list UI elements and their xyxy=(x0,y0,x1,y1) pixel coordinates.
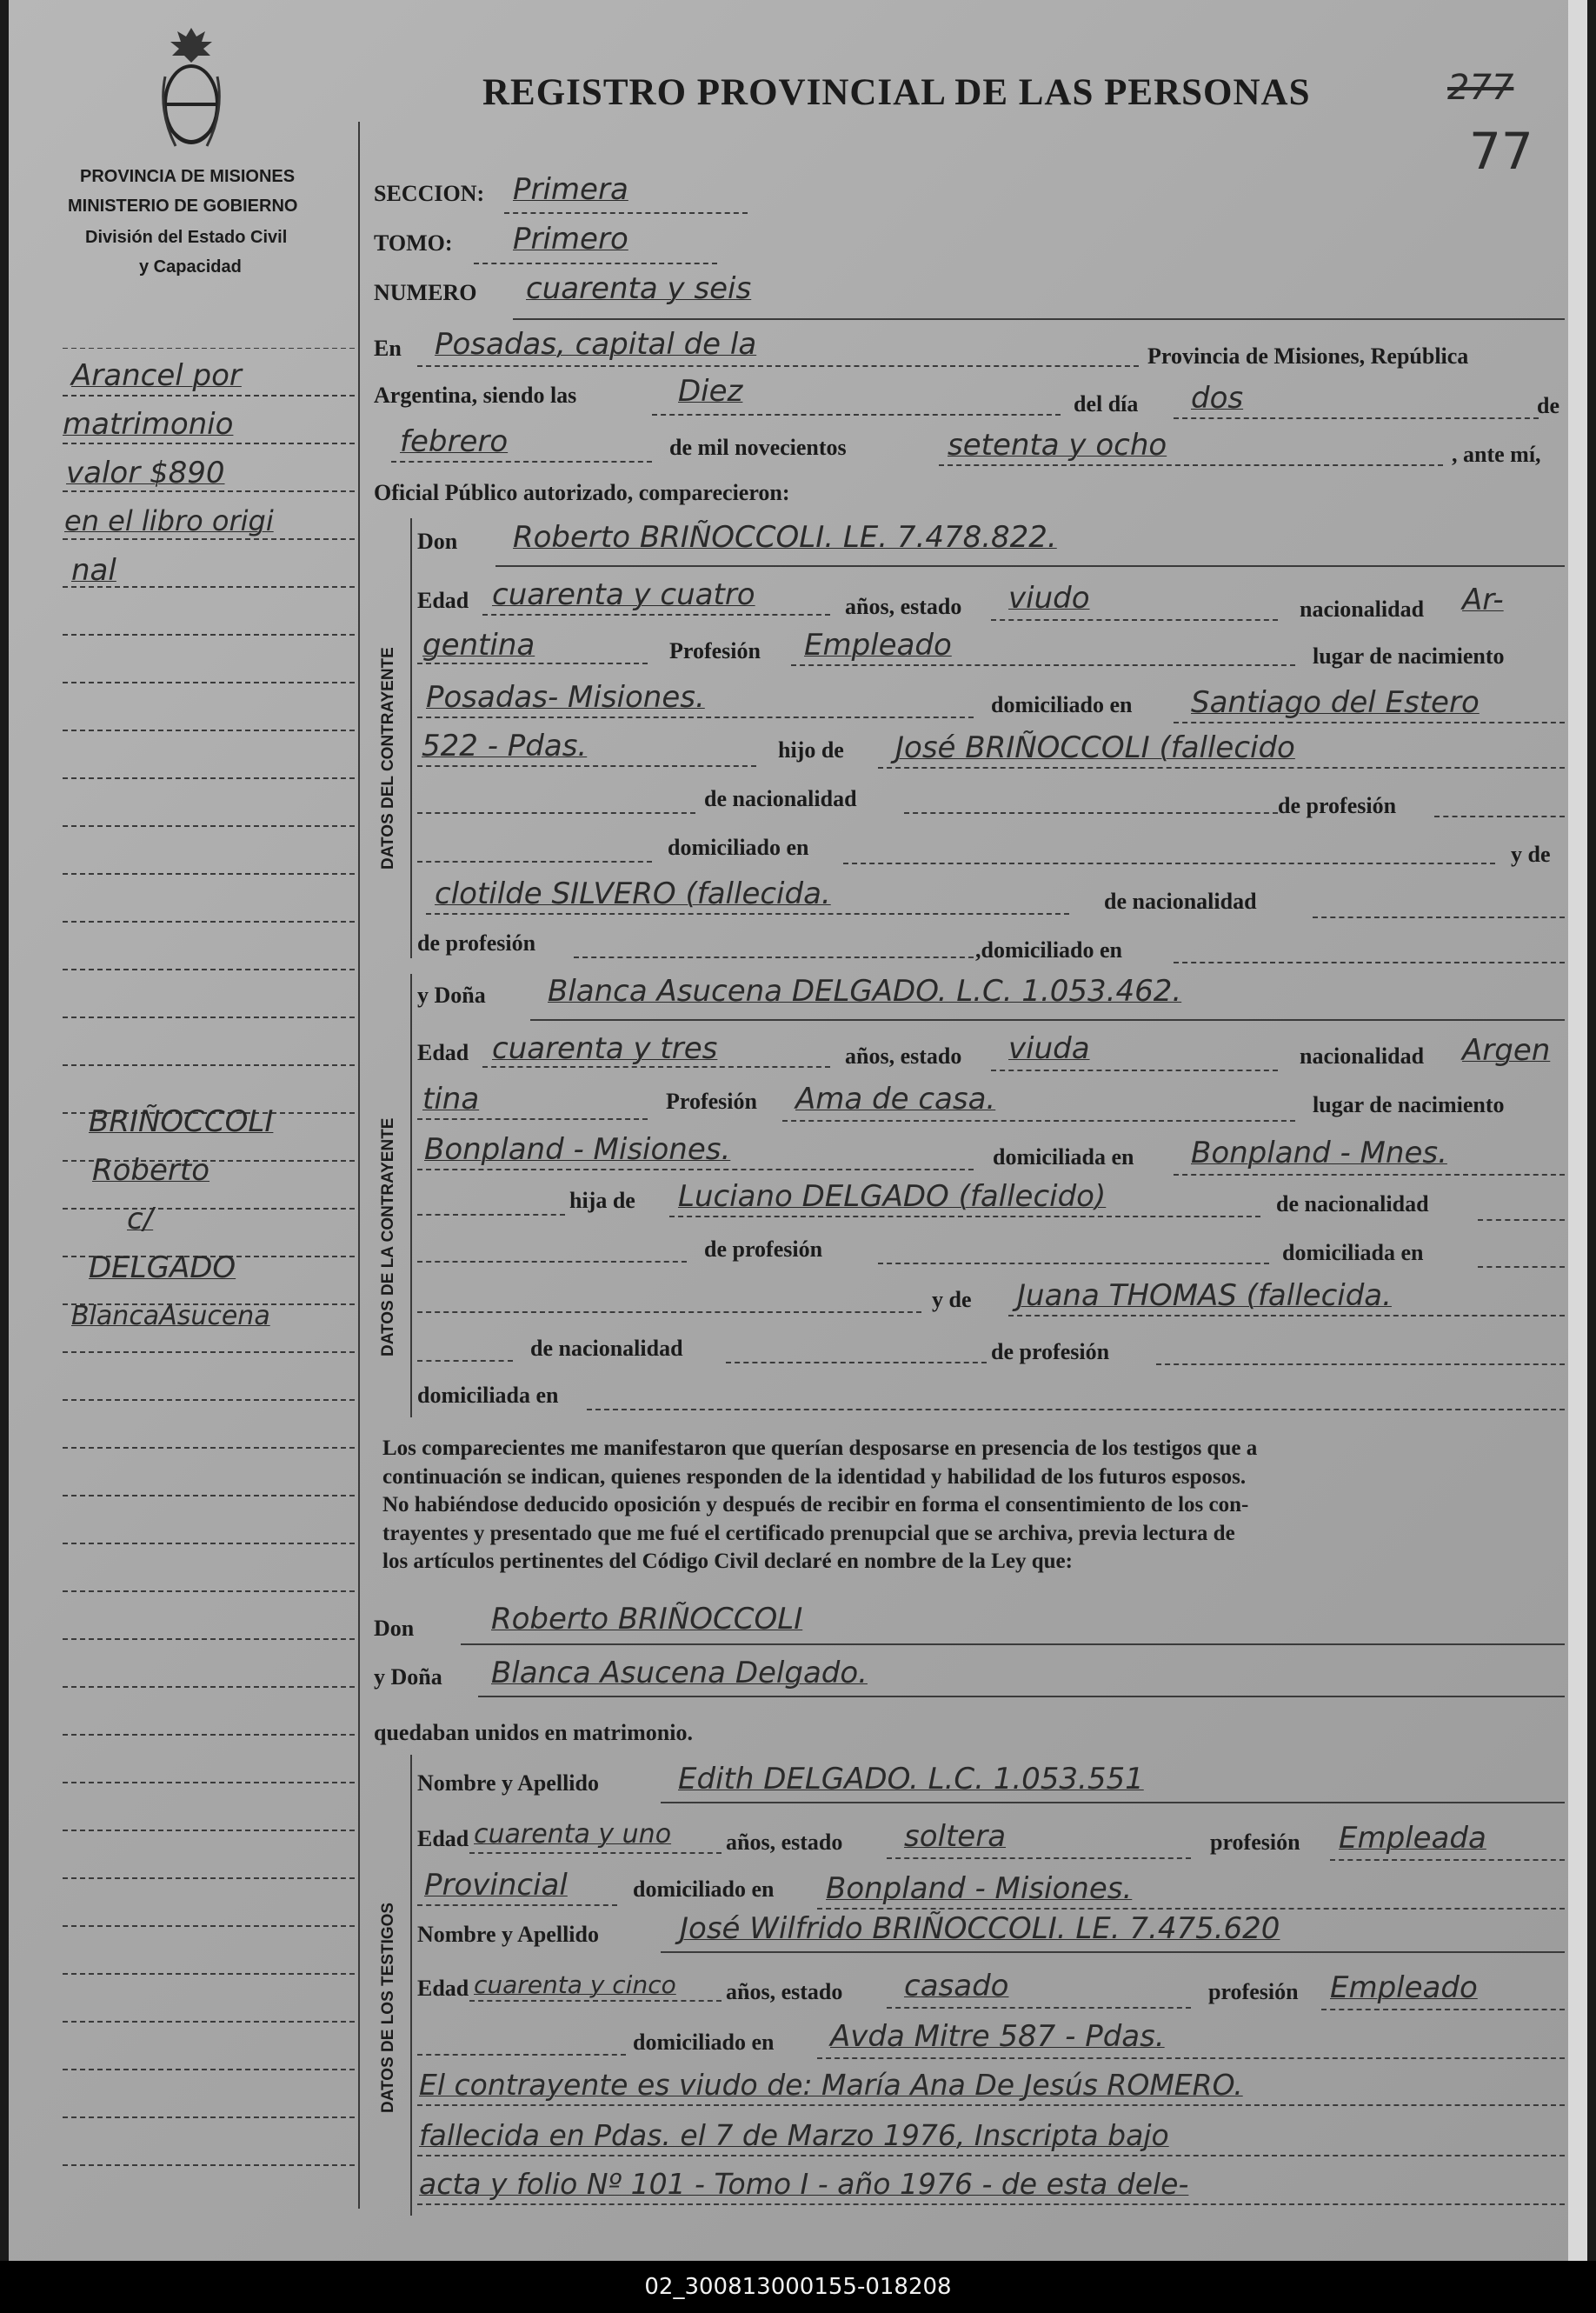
decl-dona-value: Blanca Asucena Delgado. xyxy=(491,1656,868,1690)
madre-dom-label-2: domiciliada en xyxy=(417,1383,559,1408)
t1-profesion: Empleada xyxy=(1339,1821,1486,1856)
lugar-nac-label: lugar de nacimiento xyxy=(1313,643,1505,669)
seccion-label: SECCION: xyxy=(374,181,485,206)
hija-de-rule-a xyxy=(417,1214,565,1216)
mil-label: de mil novecientos xyxy=(669,435,847,460)
oficial-label: Oficial Público autorizado, comparecieron: xyxy=(374,480,790,505)
contrayente-domicilio-2: 522 - Pdas. xyxy=(422,729,588,763)
t1-domicilio: Bonpland - Misiones. xyxy=(826,1871,1133,1906)
padre-nac-label: de nacionalidad xyxy=(704,786,857,811)
hora-rule xyxy=(652,414,1061,416)
contrayente-padre: José BRIÑOCCOLI (fallecido xyxy=(895,730,1295,765)
contrayente-lugar: Posadas- Misiones. xyxy=(426,680,705,715)
t2-nombre-rule xyxy=(661,1951,1565,1953)
lugar-acto-value: Posadas, capital de la xyxy=(435,327,757,362)
declaration-line: No habiéndose deducido oposición y después de recibir en forma el consentimiento de los con- xyxy=(382,1493,1249,1516)
t1-prof-label: profesión xyxy=(1210,1830,1300,1855)
seccion-rule xyxy=(504,212,748,214)
padre-nac-rule-a xyxy=(417,812,695,814)
padre-nac-rule-b xyxy=(904,812,1278,814)
madre-dom-label: ,domiciliado en xyxy=(975,937,1123,963)
dia-value: dos xyxy=(1191,381,1244,416)
t2-estado: casado xyxy=(904,1969,1009,2003)
contrayente-domicilio-rule xyxy=(1174,722,1565,723)
declaration-line: Los comparecientes me manifestaron que querían desposarse en presencia de los testigos que a xyxy=(382,1436,1258,1460)
edad-label: Edad xyxy=(417,588,469,613)
madre-prof-label-2: de profesión xyxy=(991,1339,1110,1364)
decl-don-value: Roberto BRIÑOCCOLI xyxy=(491,1602,803,1636)
t1-estado-label: años, estado xyxy=(726,1830,843,1855)
numero-rule xyxy=(513,318,1565,320)
madre-prof-rule xyxy=(574,957,974,958)
lugar-nac-label-2: lugar de nacimiento xyxy=(1313,1092,1505,1117)
contrayente-edad: cuarenta y cuatro xyxy=(492,577,755,612)
office-division: División del Estado Civil xyxy=(85,228,288,247)
madre-prof-label: de profesión xyxy=(417,930,536,956)
contrayente-section-label: DATOS DEL CONTRAYENTE xyxy=(379,647,397,870)
margin-name-line: DELGADO xyxy=(89,1250,236,1285)
padre-dom-rule-2 xyxy=(1478,1266,1565,1268)
declaration-line: trayentes y presentado que me fué el certificado prenupcial que se archiva, previa lectura de xyxy=(382,1521,1235,1545)
t2-domicilio: Avda Mitre 587 - Pdas. xyxy=(830,2019,1165,2054)
t1-profesion-rule xyxy=(1330,1859,1565,1861)
hija-de-label: hija de xyxy=(569,1188,635,1213)
contrayenta-lugar-rule xyxy=(417,1169,974,1170)
t1-domicilio-rule xyxy=(817,1908,1565,1910)
decl-dona-label: y Doña xyxy=(374,1664,442,1690)
en-label: En xyxy=(374,336,402,361)
nota-line: acta y folio Nº 101 - Tomo I - año 1976 - de esta dele- xyxy=(419,2167,1189,2201)
contrayente-lugar-rule xyxy=(417,717,974,718)
seccion-value: Primera xyxy=(513,172,628,207)
contrayente-padre-rule xyxy=(878,767,1565,769)
nota-rule xyxy=(417,2104,1565,2106)
edad-label-2: Edad xyxy=(417,1040,469,1065)
t1-provincial: Provincial xyxy=(424,1868,568,1903)
contrayenta-profesion-rule xyxy=(782,1120,1295,1122)
y-de-label-2: y de xyxy=(932,1287,972,1312)
contrayenta-padre: Luciano DELGADO (fallecido) xyxy=(678,1179,1107,1214)
profesion-label-2: Profesión xyxy=(666,1089,757,1114)
margin-note-line: nal xyxy=(71,553,116,588)
margin-note-line: en el libro origi xyxy=(64,504,274,537)
dia-rule xyxy=(1174,417,1539,419)
t2-dom-rule-a xyxy=(417,2054,626,2056)
t2-estado-rule xyxy=(887,2007,1191,2009)
declaration-paragraph xyxy=(382,1435,1566,1576)
contrayente-edad-rule xyxy=(482,614,830,616)
provincia-label: Provincia de Misiones, República xyxy=(1147,343,1469,369)
mes-value: febrero xyxy=(400,424,509,459)
contrayenta-nombre: Blanca Asucena DELGADO. L.C. 1.053.462. xyxy=(548,974,1182,1009)
t1-edad-rule xyxy=(469,1852,722,1854)
padre-dom-rule-b xyxy=(843,863,1495,864)
t2-edad-rule xyxy=(469,2000,722,2002)
t1-edad: cuarenta y uno xyxy=(474,1819,672,1850)
testigos-section-label: DATOS DE LOS TESTIGOS xyxy=(379,1902,397,2113)
t2-prof-label: profesión xyxy=(1208,1979,1299,2004)
contrayente-domicilio-2-rule xyxy=(417,765,756,767)
margin-note-line: Arancel por xyxy=(71,358,242,393)
contrayenta-lugar: Bonpland - Misiones. xyxy=(424,1132,731,1167)
t2-domicilio-rule xyxy=(817,2057,1565,2059)
contrayenta-edad: cuarenta y tres xyxy=(492,1031,718,1066)
contrayenta-nac-2: tina xyxy=(422,1082,480,1117)
padre-prof-label: de profesión xyxy=(1278,793,1397,818)
numero-label: NUMERO xyxy=(374,280,477,305)
contrayenta-section-label: DATOS DE LA CONTRAYENTE xyxy=(379,1117,397,1356)
anio-value: setenta y ocho xyxy=(948,428,1167,463)
contrayenta-estado: viuda xyxy=(1008,1031,1090,1066)
numero-value: cuarenta y seis xyxy=(526,271,752,306)
t2-nombre-label: Nombre y Apellido xyxy=(417,1922,599,1947)
image-id-footer: 02_300813000155-018208 xyxy=(0,2261,1596,2313)
unidos-label: quedaban unidos en matrimonio. xyxy=(374,1720,693,1745)
padre-dom-label: domiciliado en xyxy=(668,835,809,860)
contrayenta-nac-1: Argen xyxy=(1462,1033,1551,1068)
madre-dom-rule xyxy=(1174,962,1565,963)
nota-line: fallecida en Pdas. el 7 de Marzo 1976, Inscripta bajo xyxy=(419,2118,1169,2152)
profesion-label: Profesión xyxy=(669,638,761,663)
tomo-label: TOMO: xyxy=(374,230,453,256)
estado-label: años, estado xyxy=(845,594,962,619)
contrayenta-padre-rule xyxy=(669,1216,1260,1217)
del-dia-label: del día xyxy=(1074,391,1139,417)
t1-estado: soltera xyxy=(904,1819,1007,1854)
y-de-label: y de xyxy=(1511,842,1551,867)
padre-prof-label-2: de profesión xyxy=(704,1236,823,1262)
t2-edad-label: Edad xyxy=(417,1976,469,2001)
decl-don-label: Don xyxy=(374,1616,415,1641)
contrayenta-madre-rule xyxy=(1008,1315,1565,1316)
madre-nac-label-2: de nacionalidad xyxy=(530,1336,683,1361)
margin-name-line: c/ xyxy=(127,1202,154,1236)
t2-dom-label: domiciliado en xyxy=(633,2030,775,2055)
t2-edad: cuarenta y cinco xyxy=(474,1970,676,1999)
tomo-value: Primero xyxy=(513,222,628,257)
t2-nombre: José Wilfrido BRIÑOCCOLI. LE. 7.475.620 xyxy=(680,1911,1280,1946)
contrayente-estado-rule xyxy=(991,619,1278,621)
padre-prof-rule xyxy=(1434,816,1565,817)
office-capacidad: y Capacidad xyxy=(139,257,242,277)
contrayenta-madre: Juana THOMAS (fallecida. xyxy=(1017,1278,1392,1313)
adjacent-page-edge xyxy=(1568,0,1587,2261)
contrayenta-nombre-rule xyxy=(530,1019,1565,1021)
margin-name-line: BRIÑOCCOLI xyxy=(89,1104,274,1139)
register-page xyxy=(9,0,1587,2261)
contrayente-domicilio-1: Santiago del Estero xyxy=(1191,685,1480,720)
nota-rule xyxy=(417,2155,1565,2156)
de-label: de xyxy=(1537,393,1559,418)
contrayente-nac-2: gentina xyxy=(422,628,535,663)
contrayente-madre-rule xyxy=(426,913,1069,915)
mes-rule xyxy=(391,461,652,463)
madre-nac-rule-a-2 xyxy=(417,1360,513,1362)
t2-profesion: Empleado xyxy=(1330,1970,1478,2005)
t1-nombre-rule xyxy=(661,1802,1565,1803)
office-province: PROVINCIA DE MISIONES xyxy=(80,167,296,186)
padre-prof-rule-a-2 xyxy=(417,1261,687,1263)
t1-edad-label: Edad xyxy=(417,1826,469,1851)
margin-note-line: valor $890 xyxy=(66,456,225,490)
madre-dom-rule-2 xyxy=(587,1409,1565,1410)
contrayente-estado: viudo xyxy=(1008,581,1090,616)
office-ministry: MINISTERIO DE GOBIERNO xyxy=(68,197,298,216)
padre-dom-label-2: domiciliada en xyxy=(1282,1240,1424,1265)
t1-dom-label: domiciliado en xyxy=(633,1876,775,1902)
padre-nac-rule-2 xyxy=(1478,1219,1565,1221)
contrayenta-estado-rule xyxy=(991,1070,1278,1071)
margin-note-line: matrimonio xyxy=(63,407,234,442)
margin-name-line: Roberto xyxy=(92,1153,210,1188)
margin-name-line: BlancaAsucena xyxy=(71,1301,270,1331)
nota-line: El contrayente es viudo de: María Ana De Jesús ROMERO. xyxy=(419,2068,1243,2102)
madre-nac-rule-b-2 xyxy=(726,1362,987,1363)
decl-don-rule xyxy=(461,1643,1565,1645)
page-number: 77 xyxy=(1469,122,1533,181)
nac-label: nacionalidad xyxy=(1300,597,1425,622)
contrayente-madre: clotilde SILVERO (fallecida. xyxy=(435,877,831,911)
anio-rule xyxy=(939,464,1443,466)
t1-nombre-label: Nombre y Apellido xyxy=(417,1770,599,1796)
argentina-label: Argentina, siendo las xyxy=(374,383,577,408)
contrayenta-domicilio-rule xyxy=(1174,1174,1565,1176)
contrayente-nac-rule xyxy=(417,663,648,664)
ante-label: , ante mí, xyxy=(1452,442,1541,467)
t1-estado-rule xyxy=(887,1857,1191,1859)
contrayenta-bracket xyxy=(410,974,412,1417)
madre-yde-rule xyxy=(417,1311,921,1313)
t2-estado-label: años, estado xyxy=(726,1979,843,2004)
t2-profesion-rule xyxy=(1321,2009,1565,2010)
contrayente-nombre: Roberto BRIÑOCCOLI. LE. 7.478.822. xyxy=(513,520,1057,555)
contrayente-nombre-rule xyxy=(495,565,1565,567)
padre-nac-label-2: de nacionalidad xyxy=(1276,1191,1429,1216)
contrayenta-edad-rule xyxy=(482,1066,830,1068)
contrayente-bracket xyxy=(410,518,412,958)
nac-label-2: nacionalidad xyxy=(1300,1043,1425,1069)
declaration-line: continuación se indican, quienes responden de la identidad y habilidad de los futuros esposos. xyxy=(382,1464,1247,1489)
decl-dona-rule xyxy=(478,1696,1565,1697)
contrayenta-profesion: Ama de casa. xyxy=(795,1082,996,1117)
madre-prof-rule-2 xyxy=(1156,1363,1565,1365)
madre-nac-label: de nacionalidad xyxy=(1104,889,1257,914)
coat-of-arms-emblem xyxy=(158,24,224,155)
contrayenta-nac-rule xyxy=(417,1118,648,1120)
dona-label: y Doña xyxy=(417,983,486,1008)
domicilio-label-2: domiciliada en xyxy=(993,1144,1134,1170)
declaration-line: los artículos pertinentes del Código Civil declaré en nombre de la Ley que: xyxy=(382,1550,1073,1573)
contrayente-profesion-rule xyxy=(791,664,1295,666)
left-margin-divider xyxy=(358,122,360,2209)
contrayente-profesion: Empleado xyxy=(804,628,952,663)
t1-provincial-rule xyxy=(417,1904,617,1906)
struck-page-number: 277 xyxy=(1447,68,1514,108)
lugar-acto-rule xyxy=(417,365,1139,367)
hijo-de-label: hijo de xyxy=(778,737,844,763)
contrayente-nac-1: Ar- xyxy=(1462,583,1504,617)
tomo-rule xyxy=(474,263,717,264)
padre-dom-rule-a xyxy=(417,861,652,863)
contrayenta-domicilio: Bonpland - Mnes. xyxy=(1191,1136,1447,1170)
hora-value: Diez xyxy=(678,374,743,409)
estado-label-2: años, estado xyxy=(845,1043,962,1069)
testigos-bracket xyxy=(410,1755,412,2216)
domicilio-label: domiciliado en xyxy=(991,692,1133,717)
don-label: Don xyxy=(417,529,458,554)
document-title: REGISTRO PROVINCIAL DE LAS PERSONAS xyxy=(482,72,1311,113)
madre-nac-rule xyxy=(1313,917,1565,918)
nota-rule xyxy=(417,2203,1565,2205)
padre-prof-rule-b-2 xyxy=(878,1263,1269,1264)
t1-nombre: Edith DELGADO. L.C. 1.053.551 xyxy=(678,1762,1144,1796)
